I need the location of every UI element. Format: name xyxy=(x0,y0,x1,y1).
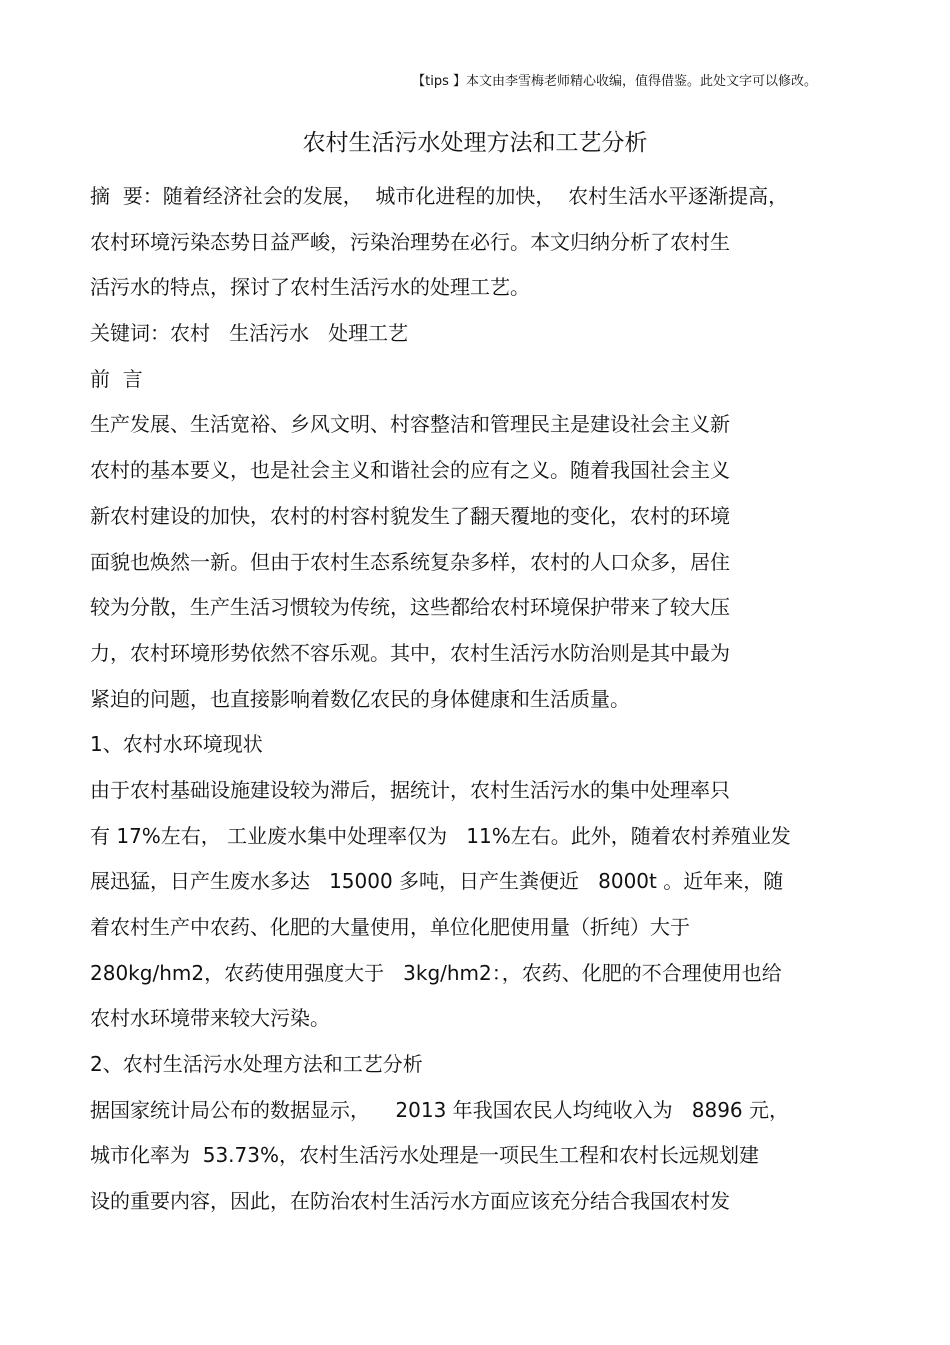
section-2-line-2: 城市化率为 53.73%，农村生活污水处理是一项民生工程和农村长远规划建 xyxy=(90,1143,759,1168)
section-1-heading: 1、农村水环境现状 xyxy=(90,732,263,757)
keywords-line: 关键词：农村 生活污水 处理工艺 xyxy=(90,321,409,346)
abstract-line-3: 活污水的特点，探讨了农村生活污水的处理工艺。 xyxy=(90,275,530,300)
preface-line-3: 新农村建设的加快，农村的村容村貌发生了翻天覆地的变化，农村的环境 xyxy=(90,503,730,528)
section-1-line-5: 280kg/hm2，农药使用强度大于 3kg/hm2：，农药、化肥的不合理使用也给 xyxy=(90,960,782,985)
preface-line-4: 面貌也焕然一新。但由于农村生态系统复杂多样，农村的人口众多，居住 xyxy=(90,549,730,574)
tips-note: 【tips 】本文由李雪梅老师精心收编，值得借鉴。此处文字可以修改。 xyxy=(412,74,817,89)
section-1-line-4: 着农村生产中农药、化肥的大量使用，单位化肥使用量（折纯）大于 xyxy=(90,915,690,939)
abstract-line-2: 农村环境污染态势日益严峻，污染治理势在必行。本文归纳分析了农村生 xyxy=(90,229,730,254)
abstract-line-1: 摘 要：随着经济社会的发展， 城市化进程的加快， 农村生活水平逐渐提高， xyxy=(90,184,789,208)
section-2-line-3: 设的重要内容，因此，在防治农村生活污水方面应该充分结合我国农村发 xyxy=(90,1189,730,1214)
preface-heading: 前 言 xyxy=(90,366,143,391)
section-2-heading: 2、农村生活污水处理方法和工艺分析 xyxy=(90,1052,423,1077)
preface-line-1: 生产发展、生活宽裕、乡风文明、村容整洁和管理民主是建设社会主义新 xyxy=(90,412,730,437)
section-2-line-1: 据国家统计局公布的数据显示， 2013 年我国农民人均纯收入为 8896 元， xyxy=(90,1097,790,1122)
document-body xyxy=(90,176,850,1227)
section-1-line-6: 农村水环境带来较大污染。 xyxy=(90,1006,330,1031)
section-1-line-2: 有 17%左右， 工业废水集中处理率仅为 11%左右。此外，随着农村养殖业发 xyxy=(90,823,791,848)
section-1-line-3: 展迅猛，日产生废水多达 15000 多吨，日产生粪便近 8000t 。近年来，随 xyxy=(90,869,784,894)
document-title: 农村生活污水处理方法和工艺分析 xyxy=(302,130,648,156)
preface-line-5: 较为分散，生产生活习惯较为传统，这些都给农村环境保护带来了较大压 xyxy=(90,595,730,620)
preface-line-6: 力，农村环境形势依然不容乐观。其中，农村生活污水防治则是其中最为 xyxy=(90,640,730,665)
preface-line-2: 农村的基本要义，也是社会主义和谐社会的应有之义。随着我国社会主义 xyxy=(90,458,730,483)
preface-line-7: 紧迫的问题，也直接影响着数亿农民的身体健康和生活质量。 xyxy=(90,686,630,711)
section-1-line-1: 由于农村基础设施建设较为滞后，据统计，农村生活污水的集中处理率只 xyxy=(90,777,730,802)
